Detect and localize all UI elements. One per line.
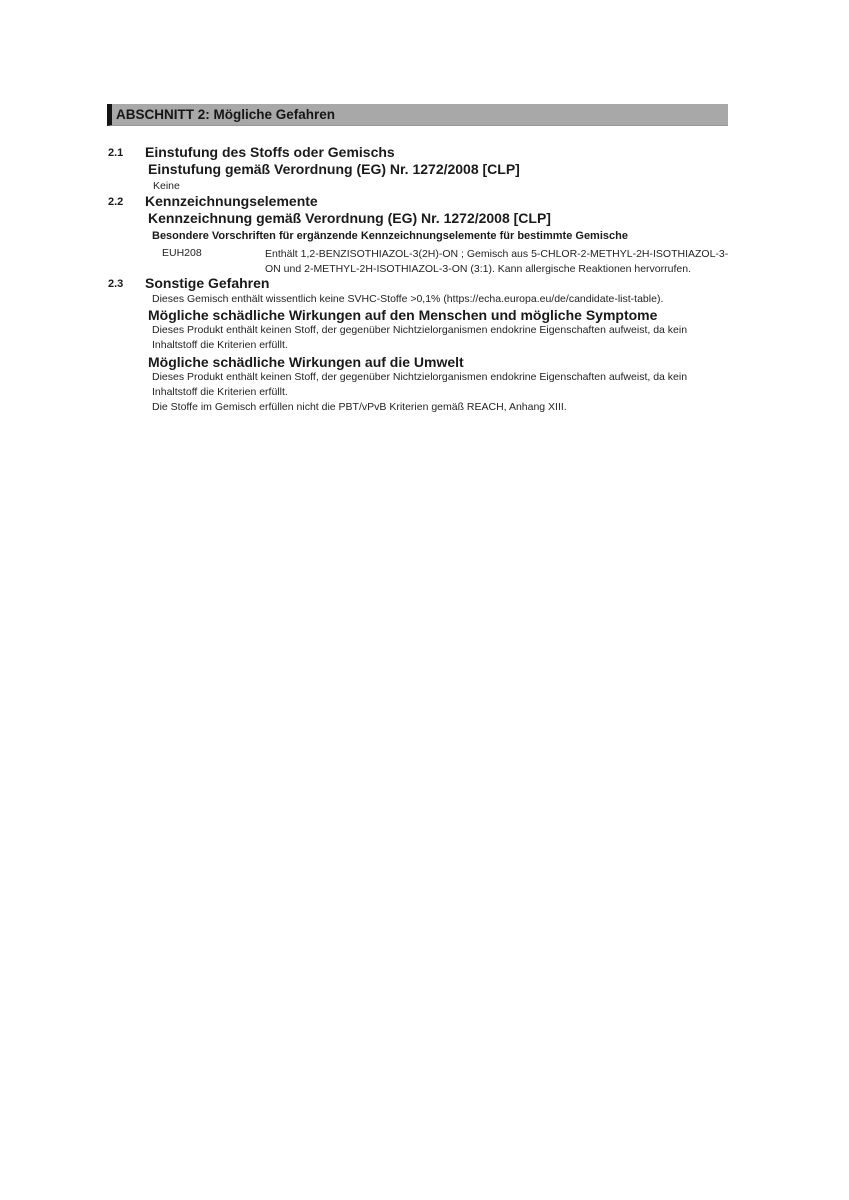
section-2-2-title: Kennzeichnungselemente: [145, 193, 318, 209]
pbt-vpvb-note: Die Stoffe im Gemisch erfüllen nicht die PBT/vPvB Kriterien gemäß REACH, Anhang XIII.: [152, 401, 567, 413]
section-2-2-subheading: Kennzeichnung gemäß Verordnung (EG) Nr. 1272/2008 [CLP]: [148, 210, 551, 226]
section-header-title: ABSCHNITT 2: Mögliche Gefahren: [116, 107, 336, 122]
euh-statement-text: Enthält 1,2-BENZISOTHIAZOL-3(2H)-ON ; Gemisch aus 5-CHLOR-2-METHYL-2H-ISOTHIAZOL-3-ON und 2-METHYL-2H-ISOTHIAZOL-3-ON (3:1). Kann allergische Reaktionen hervorrufen.: [265, 248, 729, 275]
human-effects-text: Dieses Produkt enthält keinen Stoff, der gegenüber Nichtzielorganismen endokrine Eigenschaften aufweist, da kein Inhaltstoff die Kriterien erfüllt.: [152, 324, 688, 351]
section-2-3-title: Sonstige Gefahren: [145, 275, 270, 291]
section-2-1-title: Einstufung des Stoffs oder Gemischs: [145, 144, 395, 160]
human-effects-heading: Mögliche schädliche Wirkungen auf den Menschen und mögliche Symptome: [148, 307, 658, 323]
section-2-1-subheading: Einstufung gemäß Verordnung (EG) Nr. 1272/2008 [CLP]: [148, 161, 520, 177]
section-2-1-number: 2.1: [108, 147, 124, 159]
section-2-1-value: Keine: [153, 180, 180, 192]
section-2-3-number: 2.3: [108, 278, 124, 290]
euh-statement-code: EUH208: [162, 247, 202, 259]
section-header-bar: [107, 104, 728, 126]
environment-effects-heading: Mögliche schädliche Wirkungen auf die Umwelt: [148, 354, 464, 370]
svhc-note: Dieses Gemisch enthält wissentlich keine SVHC-Stoffe >0,1% (https://echa.europa.eu/de/candidate-list-table).: [152, 293, 664, 305]
environment-effects-text: Dieses Produkt enthält keinen Stoff, der gegenüber Nichtzielorganismen endokrine Eigenschaften aufweist, da kein Inhaltstoff die Kriterien erfüllt.: [152, 371, 688, 398]
special-provisions-heading: Besondere Vorschriften für ergänzende Kennzeichnungselemente für bestimmte Gemische: [152, 230, 628, 242]
section-2-2-number: 2.2: [108, 196, 124, 208]
